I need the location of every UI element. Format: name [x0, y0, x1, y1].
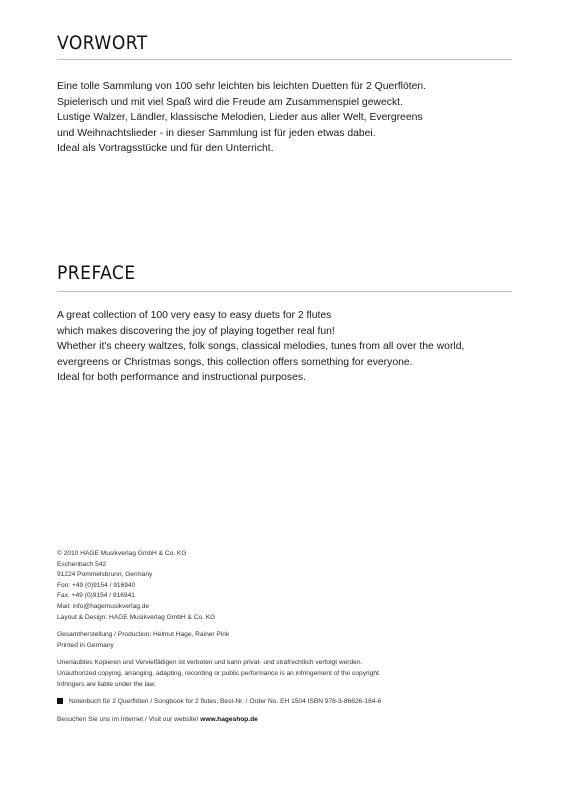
website-prefix: Besuchen Sie uns im Internet / Visit our website! — [57, 715, 199, 723]
vorwort-title: VORWORT — [57, 32, 148, 54]
preface-title: PREFACE — [57, 262, 136, 284]
order-line: Notenbuch für 2 Querflöten / Songbook for 2 flutes, Best-Nr. / Order No. EH 1504 ISBN 978-3-86626-184-6 — [69, 698, 382, 706]
imprint-block — [57, 549, 381, 725]
copyright-line: Unauthorized copying, arranging, adapting, recording or public performance is an infringement of the copyright. — [57, 669, 381, 677]
production-line: Printed in Germany — [57, 641, 114, 649]
square-bullet-icon — [57, 698, 63, 704]
publisher-line: Mail: info@hagemusikverlag.de — [57, 602, 150, 610]
website-info — [57, 715, 381, 726]
vorwort-line: Spielerisch und mit viel Spaß wird die Freude am Zusammenspiel geweckt. — [57, 96, 403, 108]
production-line: Gesamtherstellung / Production: Helmut Hage, Rainer Pink — [57, 631, 230, 639]
vorwort-line: und Weihnachtslieder - in dieser Sammlung ist für jeden etwas dabei. — [57, 127, 376, 139]
vorwort-line: Lustige Walzer, Ländler, klassische Melodien, Lieder aus aller Welt, Evergreens — [57, 112, 423, 124]
publisher-line: © 2010 HAGE Musikverlag GmbH & Co. KG — [57, 550, 187, 557]
publisher-line: Layout & Design: HAGE Musikverlag GmbH & Co. KG — [57, 613, 216, 621]
preface-line: evergreens or Christmas songs, this collection offers something for everyone. — [57, 356, 413, 368]
preface-divider — [57, 291, 512, 292]
preface-line: Whether it's cheery waltzes, folk songs, classical melodies, tunes from all over the world, — [57, 341, 465, 353]
copyright-line: Infringers are liable under the law. — [57, 680, 156, 688]
preface-line: which makes discovering the joy of playing together real fun! — [57, 325, 335, 337]
preface-line: A great collection of 100 very easy to easy duets for 2 flutes — [57, 310, 332, 321]
vorwort-text — [57, 79, 426, 157]
preface-line: Ideal for both performance and instructional purposes. — [57, 372, 306, 384]
copyright-line: Unerlaubtes Kopieren und Vervielfältigen ist verboten und kann privat- und strafrechtlich verfolgt werden. — [57, 659, 363, 667]
order-info — [57, 697, 381, 708]
website-link[interactable]: www.hageshop.de — [200, 715, 258, 723]
publisher-line: Fon: +49 (0)9154 / 916940 — [57, 581, 136, 589]
vorwort-divider — [57, 59, 512, 60]
preface-text — [57, 308, 464, 386]
vorwort-line: Ideal als Vortragsstücke und für den Unterricht. — [57, 143, 274, 155]
publisher-line: Eschenbach 542 — [57, 560, 107, 568]
publisher-line: Fax: +49 (0)9154 / 916941 — [57, 592, 135, 600]
publisher-line: 91224 Pommelsbrunn, Germany — [57, 571, 153, 579]
vorwort-line: Eine tolle Sammlung von 100 sehr leichten bis leichten Duetten für 2 Querflöten. — [57, 81, 427, 92]
